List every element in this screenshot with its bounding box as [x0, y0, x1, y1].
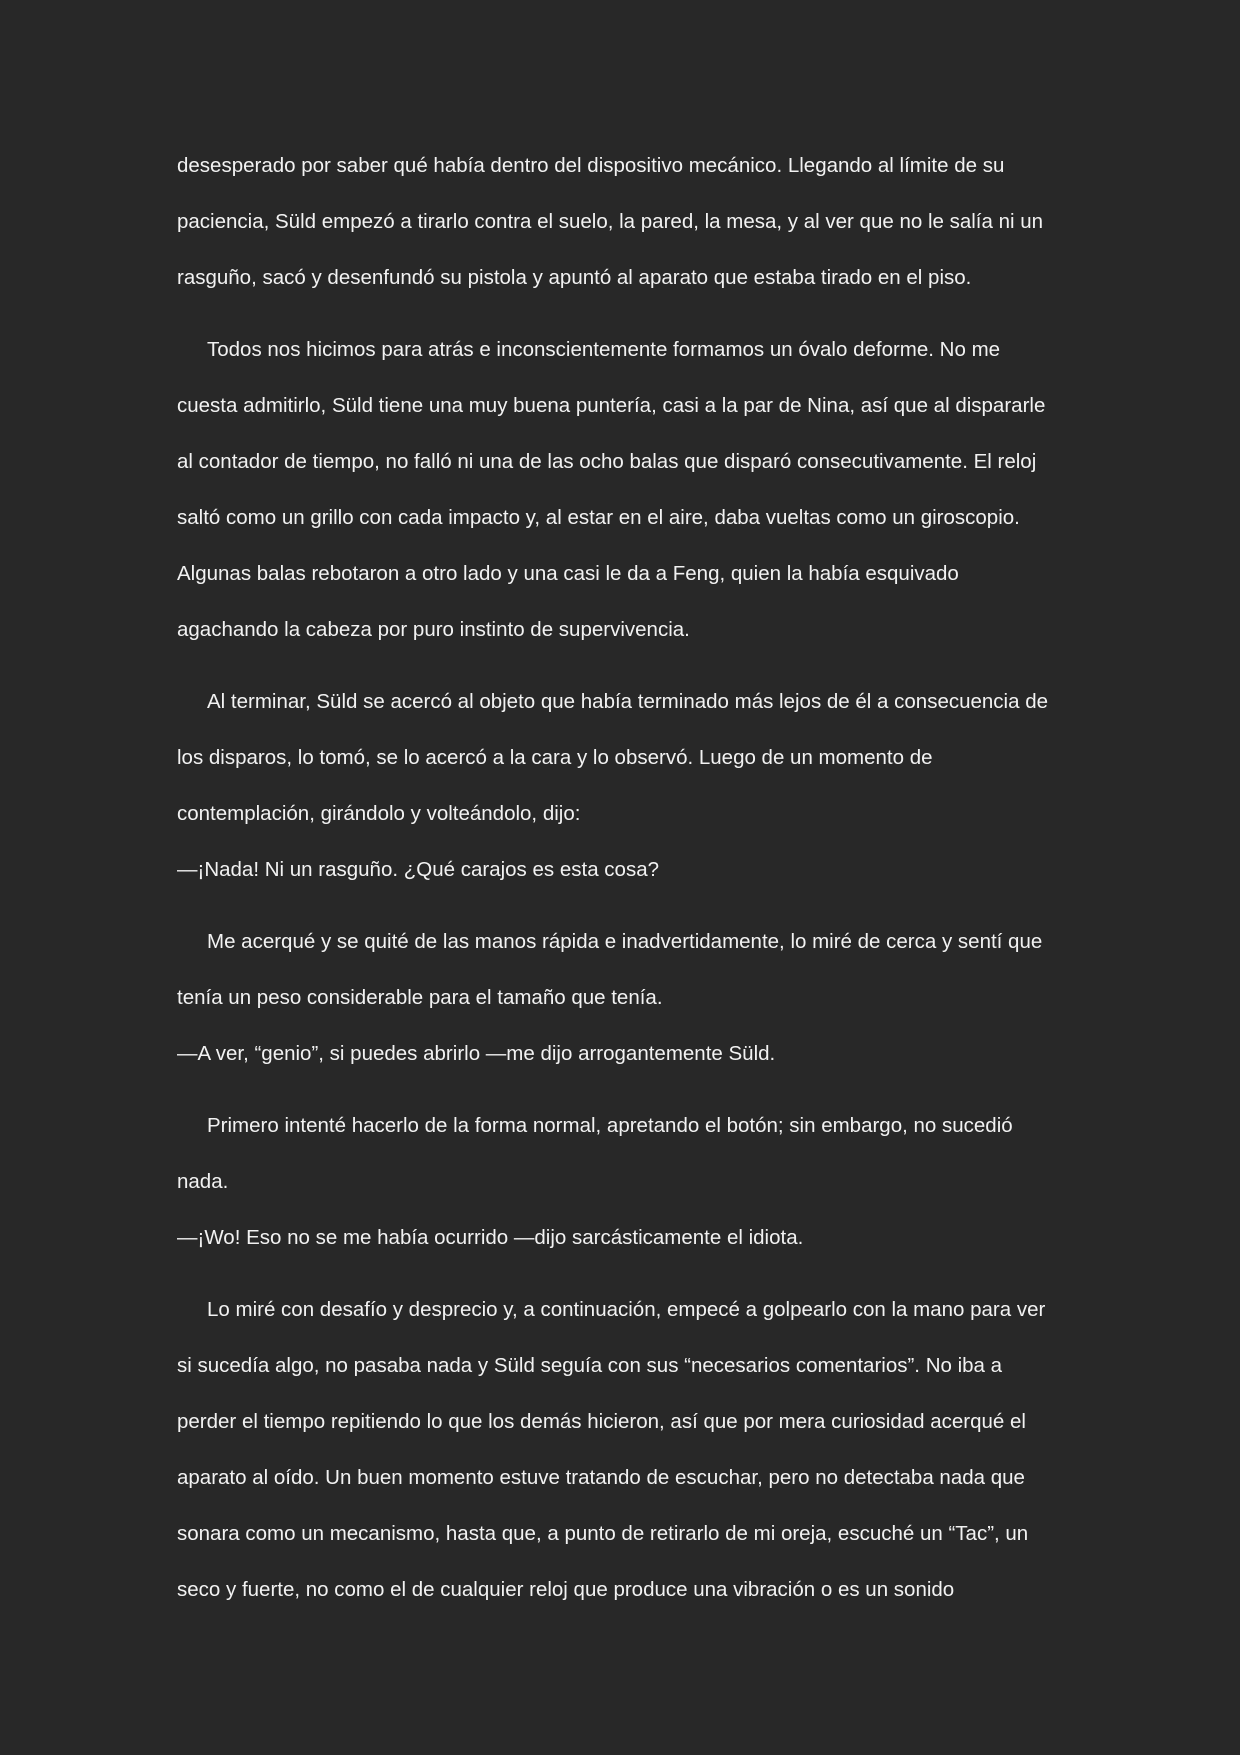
text-line: al contador de tiempo, no falló ni una de las ocho balas que disparó consecutivamente. El reloj [177, 450, 1037, 473]
text-line: paciencia, Süld empezó a tirarlo contra el suelo, la pared, la mesa, y al ver que no le salía ni un [177, 210, 1044, 233]
paragraph-4 [177, 1098, 1067, 1266]
text-line: saltó como un grillo con cada impacto y, al estar en el aire, daba vueltas como un giroscopio. [177, 506, 1020, 529]
text-line: Al terminar, Süld se acercó al objeto que había terminado más lejos de él a consecuencia de [207, 690, 1049, 713]
text-line: agachando la cabeza por puro instinto de supervivencia. [177, 618, 690, 641]
text-line: cuesta admitirlo, Süld tiene una muy buena puntería, casi a la par de Nina, así que al dispararle [177, 394, 1046, 417]
paragraph-5 [177, 1282, 1067, 1618]
text-line: Me acerqué y se quité de las manos rápida e inadvertidamente, lo miré de cerca y sentí que [207, 930, 1043, 953]
paragraph-0 [177, 138, 1067, 306]
text-line: perder el tiempo repitiendo lo que los demás hicieron, así que por mera curiosidad acerqué el [177, 1410, 1026, 1433]
text-line: rasguño, sacó y desenfundó su pistola y apuntó al aparato que estaba tirado en el piso. [177, 266, 972, 289]
text-line: Todos nos hicimos para atrás e inconscientemente formamos un óvalo deforme. No me [207, 338, 1001, 361]
text-line: si sucedía algo, no pasaba nada y Süld seguía con sus “necesarios comentarios”. No iba a [177, 1354, 1003, 1377]
text-line: seco y fuerte, no como el de cualquier reloj que produce una vibración o es un sonido [177, 1578, 955, 1601]
text-line: Primero intenté hacerlo de la forma normal, apretando el botón; sin embargo, no sucedió [207, 1114, 1013, 1137]
text-line: Algunas balas rebotaron a otro lado y una casi le da a Feng, quien la había esquivado [177, 562, 959, 585]
dialogue-line: —¡Wo! Eso no se me había ocurrido —dijo sarcásticamente el idiota. [177, 1226, 804, 1249]
paragraph-2 [177, 674, 1067, 898]
dialogue-line: —¡Nada! Ni un rasguño. ¿Qué carajos es esta cosa? [177, 858, 659, 881]
text-line: sonara como un mecanismo, hasta que, a punto de retirarlo de mi oreja, escuché un “Tac”, un [177, 1522, 1029, 1545]
text-line: Lo miré con desafío y desprecio y, a continuación, empecé a golpearlo con la mano para ver [207, 1298, 1046, 1321]
paragraph-3 [177, 914, 1067, 1082]
dialogue-line: —A ver, “genio”, si puedes abrirlo —me dijo arrogantemente Süld. [177, 1042, 776, 1065]
document-page [177, 138, 1067, 1634]
text-line: contemplación, girándolo y volteándolo, dijo: [177, 802, 581, 825]
text-line: aparato al oído. Un buen momento estuve tratando de escuchar, pero no detectaba nada que [177, 1466, 1025, 1489]
paragraph-1 [177, 322, 1067, 658]
text-line: tenía un peso considerable para el tamaño que tenía. [177, 986, 663, 1009]
text-line: los disparos, lo tomó, se lo acercó a la cara y lo observó. Luego de un momento de [177, 746, 933, 769]
text-line: desesperado por saber qué había dentro del dispositivo mecánico. Llegando al límite de su [177, 154, 1005, 177]
text-line: nada. [177, 1170, 229, 1193]
